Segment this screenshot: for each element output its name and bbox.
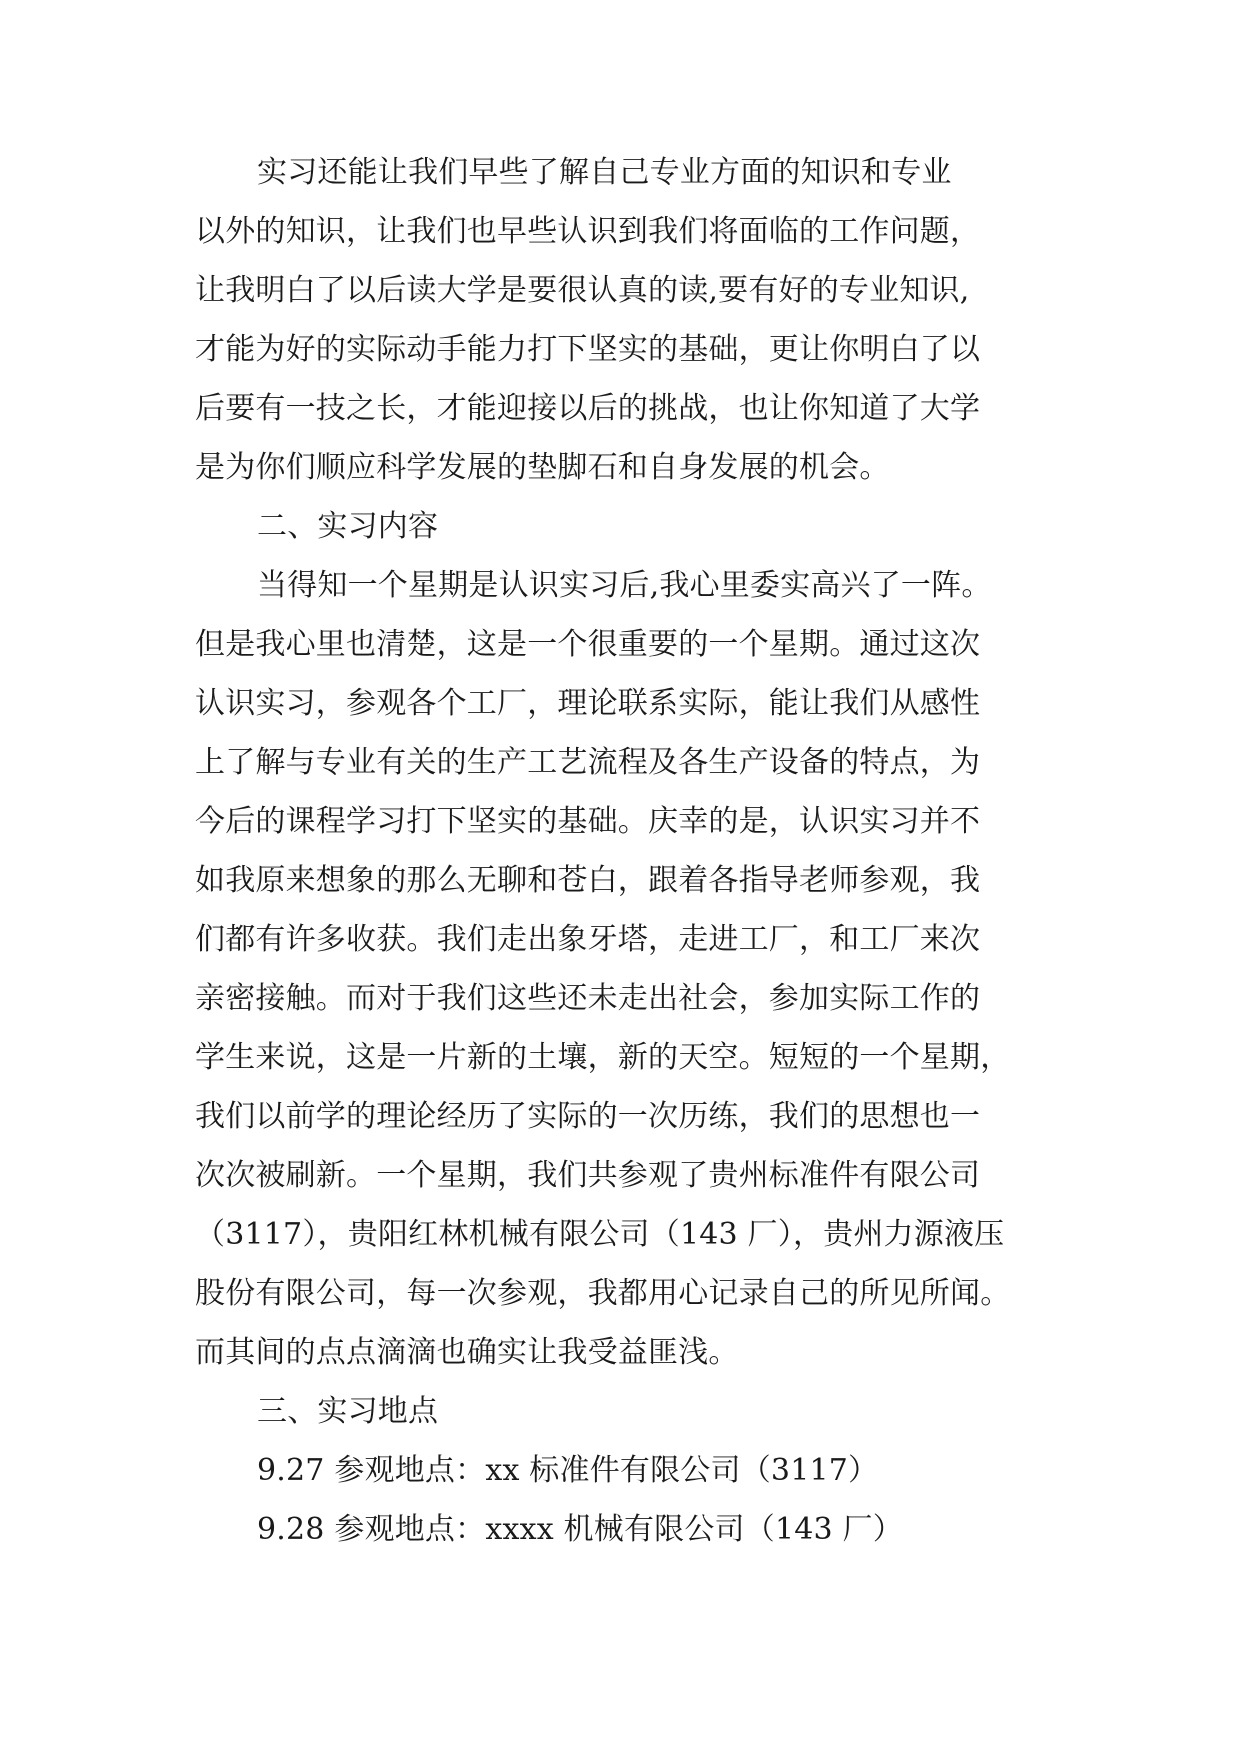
body-text (195, 155, 1095, 1574)
paragraph-line: 以外的知识，让我们也早些认识到我们将面临的工作问题， (195, 214, 981, 249)
paragraph-line: 学生来说，这是一片新的土壤，新的天空。短短的一个星期， (195, 1040, 1011, 1075)
paragraph-line: 上了解与专业有关的生产工艺流程及各生产设备的特点，为 (195, 745, 981, 780)
paragraph-line: 亲密接触。而对于我们这些还未走出社会，参加实际工作的 (195, 981, 981, 1016)
paragraph-line: 认识实习，参观各个工厂，理论联系实际，能让我们从感性 (195, 686, 981, 721)
paragraph-line: 才能为好的实际动手能力打下坚实的基础，更让你明白了以 (195, 332, 981, 367)
paragraph-line: 股份有限公司，每一次参观，我都用心记录自己的所见所闻。 (195, 1276, 1011, 1311)
paragraph-line: 次次被刷新。一个星期，我们共参观了贵州标准件有限公司 (195, 1158, 981, 1193)
section-heading: 二、实习内容 (257, 509, 439, 544)
paragraph-line: 是为你们顺应科学发展的垫脚石和自身发展的机会。 (195, 450, 890, 485)
paragraph-line: 而其间的点点滴滴也确实让我受益匪浅。 (195, 1335, 739, 1370)
location-item: 9.27 参观地点：xx 标准件有限公司（3117） (257, 1453, 879, 1488)
paragraph-line: 今后的课程学习打下坚实的基础。庆幸的是，认识实习并不 (195, 804, 981, 839)
paragraph-line: 实习还能让我们早些了解自己专业方面的知识和专业 (257, 155, 952, 190)
section-heading: 三、实习地点 (257, 1394, 439, 1429)
paragraph-line: （3117），贵阳红林机械有限公司（143 厂），贵州力源液压 (195, 1217, 1005, 1252)
paragraph-line: 如我原来想象的那么无聊和苍白，跟着各指导老师参观，我 (195, 863, 981, 898)
paragraph-line: 后要有一技之长，才能迎接以后的挑战，也让你知道了大学 (195, 391, 981, 426)
paragraph-line: 们都有许多收获。我们走出象牙塔，走进工厂，和工厂来次 (195, 922, 981, 957)
paragraph-line: 当得知一个星期是认识实习后,我心里委实高兴了一阵。 (257, 568, 992, 603)
paragraph-line: 但是我心里也清楚，这是一个很重要的一个星期。通过这次 (195, 627, 981, 662)
location-item: 9.28 参观地点：xxxx 机械有限公司（143 厂） (257, 1512, 903, 1547)
paragraph-line: 让我明白了以后读大学是要很认真的读,要有好的专业知识, (195, 273, 970, 308)
paragraph-line: 我们以前学的理论经历了实际的一次历练，我们的思想也一 (195, 1099, 981, 1134)
